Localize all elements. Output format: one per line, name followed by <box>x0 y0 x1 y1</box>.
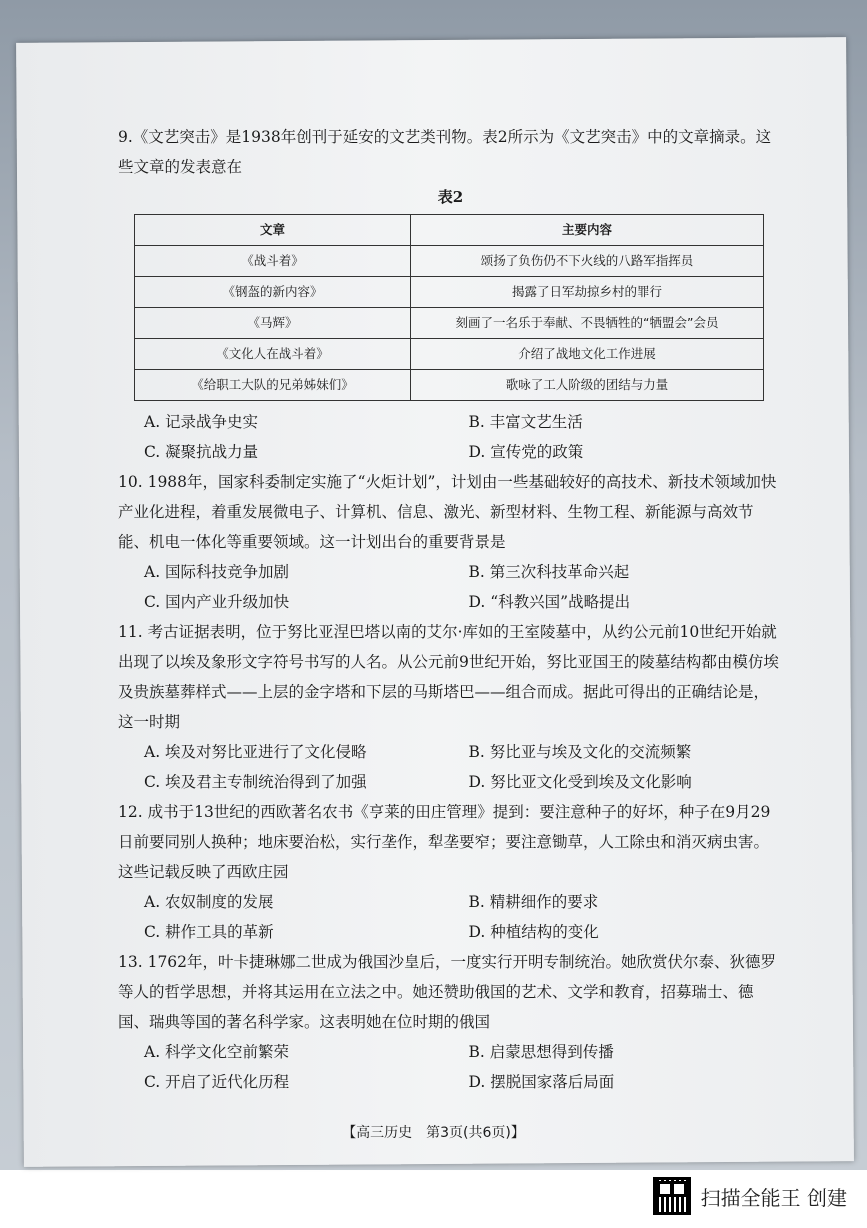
option-b[interactable]: B. 第三次科技革命兴起 <box>468 563 630 581</box>
options <box>118 557 783 617</box>
option-c[interactable]: C. 国内产业升级加快 <box>144 593 290 611</box>
table-cell: 歌咏了工人阶级的团结与力量 <box>411 370 764 401</box>
option-a[interactable]: A. 埃及对努比亚进行了文化侵略 <box>144 743 367 761</box>
question-10 <box>118 467 783 617</box>
option-d[interactable]: D. 摆脱国家落后局面 <box>468 1073 615 1091</box>
option-d[interactable]: D. “科教兴国”战略提出 <box>468 593 631 611</box>
question-stem: 10. 1988年，国家科委制定实施了“火炬计划”，计划由一些基础较好的高技术、新技术领域加快产业化进程，着重发展微电子、计算机、信息、激光、新型材料、生物工程、新能源与高效节能、机电一体化等重要领域。这一计划出台的重要背景是 <box>118 473 777 551</box>
watermark-text: 扫描全能王 创建 <box>700 1185 847 1210</box>
table-header: 文章 <box>135 215 411 246</box>
question-13 <box>118 947 783 1097</box>
page-footer: 【高三历史 第3页(共6页)】 <box>342 1125 525 1141</box>
table-row <box>135 308 764 339</box>
option-a[interactable]: A. 记录战争史实 <box>144 413 259 431</box>
question-stem: 9.《文艺突击》是1938年创刊于延安的文艺类刊物。表2所示为《文艺突击》中的文章摘录。这些文章的发表意在 <box>118 128 772 176</box>
table-row <box>135 246 764 277</box>
table-row <box>135 370 764 401</box>
question-12 <box>118 797 783 947</box>
question-content <box>118 122 783 1097</box>
question-stem: 12. 成书于13世纪的西欧著名农书《亨莱的田庄管理》提到：要注意种子的好坏，种子在9月29日前要同别人换种；地床要治松，实行垄作，犁垄要窄；要注意锄草，人工除虫和消灭病虫害。这些记载反映了西欧庄园 <box>118 803 771 881</box>
table-cell: 颂扬了负伤仍不下火线的八路军指挥员 <box>411 246 764 277</box>
options <box>118 887 783 947</box>
table-title: 表2 <box>437 188 464 206</box>
table-cell: 揭露了日军劫掠乡村的罪行 <box>411 277 764 308</box>
option-d[interactable]: D. 努比亚文化受到埃及文化影响 <box>468 773 692 791</box>
table-cell: 《文化人在战斗着》 <box>135 339 411 370</box>
options <box>118 1037 783 1097</box>
option-a[interactable]: A. 国际科技竞争加剧 <box>144 563 290 581</box>
qr-code-icon <box>653 1177 691 1215</box>
option-a[interactable]: A. 科学文化空前繁荣 <box>144 1043 290 1061</box>
question-stem: 13. 1762年，叶卡捷琳娜二世成为俄国沙皇后，一度实行开明专制统治。她欣赏伏尔泰、狄德罗等人的哲学思想，并将其运用在立法之中。她还赞助俄国的艺术、文学和教育，招募瑞士、德国、瑞典等国的著名科学家。这表明她在位时期的俄国 <box>118 953 777 1031</box>
options <box>118 737 783 797</box>
table-row <box>135 339 764 370</box>
table-cell: 《给职工大队的兄弟姊妹们》 <box>135 370 411 401</box>
option-b[interactable]: B. 精耕细作的要求 <box>468 893 599 911</box>
table-cell: 《钢盔的新内容》 <box>135 277 411 308</box>
question-11 <box>118 617 783 797</box>
table-cell: 刻画了一名乐于奉献、不畏牺牲的“牺盟会”会员 <box>411 308 764 339</box>
option-b[interactable]: B. 丰富文艺生活 <box>468 413 583 431</box>
option-b[interactable]: B. 努比亚与埃及文化的交流频繁 <box>468 743 692 761</box>
table-header-row <box>135 215 764 246</box>
scanner-watermark <box>653 1176 847 1216</box>
table-cell: 介绍了战地文化工作进展 <box>411 339 764 370</box>
table-header: 主要内容 <box>411 215 764 246</box>
option-c[interactable]: C. 开启了近代化历程 <box>144 1073 290 1091</box>
table-cell: 《战斗着》 <box>135 246 411 277</box>
option-d[interactable]: D. 宣传党的政策 <box>468 443 584 461</box>
option-b[interactable]: B. 启蒙思想得到传播 <box>468 1043 614 1061</box>
table-cell: 《马辉》 <box>135 308 411 339</box>
options <box>118 407 783 467</box>
option-c[interactable]: C. 埃及君主专制统治得到了加强 <box>144 773 367 791</box>
option-c[interactable]: C. 耕作工具的革新 <box>144 923 274 941</box>
question-stem: 11. 考古证据表明，位于努比亚涅巴塔以南的艾尔·库如的王室陵墓中，从约公元前10世纪开始就出现了以埃及象形文字符号书写的人名。从公元前9世纪开始，努比亚国王的陵墓结构都由模仿埃及贵族墓葬样式——上层的金字塔和下层的马斯塔巴——组合而成。据此可得出的正确结论是，这一时期 <box>118 623 779 731</box>
option-a[interactable]: A. 农奴制度的发展 <box>144 893 274 911</box>
table-row <box>135 277 764 308</box>
article-table <box>134 214 764 401</box>
option-d[interactable]: D. 种植结构的变化 <box>468 923 599 941</box>
option-c[interactable]: C. 凝聚抗战力量 <box>144 443 259 461</box>
question-9 <box>118 122 783 467</box>
